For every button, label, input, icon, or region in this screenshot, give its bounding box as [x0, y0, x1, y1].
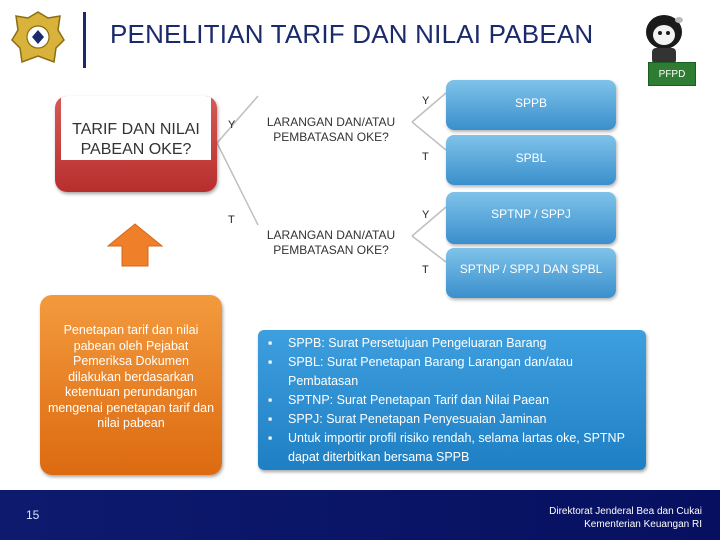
legend-item: ▪ Untuk importir profil risiko rendah, selama lartas oke, SPTNP dapat diterbitkan bersama SPPB	[268, 429, 638, 467]
tariff-value-question-text: TARIF DAN NILAI PABEAN OKE?	[72, 121, 200, 158]
restriction-question-bottom: LARANGAN DAN/ATAU PEMBATASAN OKE?	[266, 228, 396, 257]
outcome-sppb-label: SPPB	[514, 96, 547, 110]
legend-item: ▪ SPPB: Surat Persetujuan Pengeluaran Barang	[268, 334, 638, 353]
start-yes-label: Y	[228, 119, 236, 131]
outcome-sptnp-sppj-spbl-label: SPTNP / SPPJ DAN SPBL	[459, 262, 603, 276]
connector-q2-no	[412, 236, 446, 262]
q1-no-label: T	[422, 151, 429, 163]
pfpd-badge: PFPD	[648, 62, 696, 86]
q1-yes-label: Y	[422, 95, 430, 107]
determination-note-box	[40, 295, 222, 475]
footer-organization	[549, 505, 702, 531]
legend-item: ▪ SPBL: Surat Penetapan Barang Larangan dan/atau Pembatasan	[268, 353, 638, 391]
connector-start-yes	[217, 96, 258, 143]
footer-org-line1: Direktorat Jenderal Bea dan Cukai	[549, 506, 702, 517]
outcome-sptnp-sppj	[446, 192, 616, 244]
determination-note-text: Penetapan tarif dan nilai pabean oleh Pejabat Pemeriksa Dokumen dilakukan berdasarkan ketentuan perundangan mengenai penetapan tarif dan nilai pabean	[47, 323, 215, 430]
outcome-sppb	[446, 80, 616, 130]
outcome-spbl-label: SPBL	[515, 151, 547, 165]
footer-org-line2: Kementerian Keuangan RI	[584, 519, 702, 530]
page-title: PENELITIAN TARIF DAN NILAI PABEAN	[110, 19, 594, 49]
legend-item: ▪ SPTNP: Surat Penetapan Tarif dan Nilai Paean	[268, 391, 638, 410]
outcome-sptnp-sppj-label: SPTNP / SPPJ	[491, 207, 571, 221]
outcome-spbl	[446, 135, 616, 185]
legend-item: ▪ SPPJ: Surat Penetapan Penyesuaian Jaminan	[268, 410, 638, 429]
page-number: 15	[26, 508, 40, 522]
outcome-sptnp-sppj-spbl	[446, 248, 616, 298]
tariff-value-question-box	[55, 96, 217, 192]
q2-yes-label: Y	[422, 209, 430, 221]
q2-no-label: T	[422, 264, 429, 276]
restriction-question-top: LARANGAN DAN/ATAU PEMBATASAN OKE?	[266, 115, 396, 144]
start-no-label: T	[228, 214, 235, 226]
connector-start-no	[217, 143, 258, 225]
connector-q1-no	[412, 122, 446, 150]
abbreviation-legend	[258, 330, 646, 470]
up-arrow-icon	[106, 222, 164, 268]
